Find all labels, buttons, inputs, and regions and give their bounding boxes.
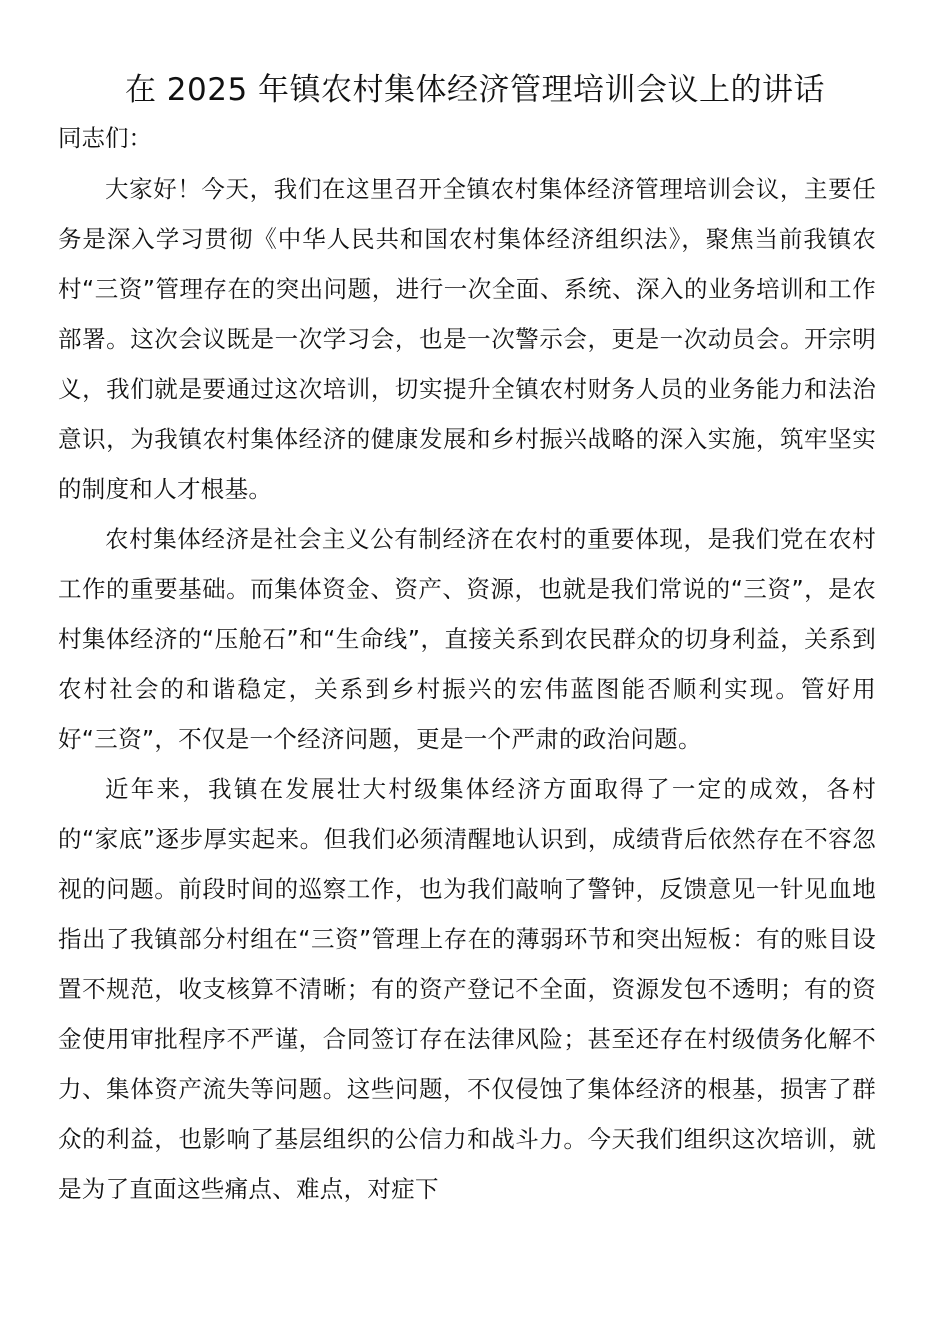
paragraph-1: 大家好！今天，我们在这里召开全镇农村集体经济管理培训会议，主要任务是深入学习贯彻《中华人民共和国农村集体经济组织法》，聚焦当前我镇农村“三资”管理存在的突出问题，进行一次全面、系统、深入的业务培训和工作部署。这次会议既是一次学习会，也是一次警示会，更是一次动员会。开宗明义，我们就是要通过这次培训，切实提升全镇农村财务人员的业务能力和法治意识，为我镇农村集体经济的健康发展和乡村振兴战略的深入实施，筑牢坚实的制度和人才根基。 <box>58 175 876 503</box>
document-body <box>58 164 876 1214</box>
document-title: 在 2025 年镇农村集体经济管理培训会议上的讲话 <box>124 72 826 108</box>
greeting: 同志们： <box>58 124 152 152</box>
paragraph-2: 农村集体经济是社会主义公有制经济在农村的重要体现，是我们党在农村工作的重要基础。而集体资金、资产、资源，也就是我们常说的“三资”，是农村集体经济的“压舱石”和“生命线”，直接关系到农民群众的切身利益，关系到农村社会的和谐稳定，关系到乡村振兴的宏伟蓝图能否顺利实现。管好用好“三资”，不仅是一个经济问题，更是一个严肃的政治问题。 <box>58 525 876 753</box>
paragraph-3: 近年来，我镇在发展壮大村级集体经济方面取得了一定的成效，各村的“家底”逐步厚实起来。但我们必须清醒地认识到，成绩背后依然存在不容忽视的问题。前段时间的巡察工作，也为我们敲响了警钟，反馈意见一针见血地指出了我镇部分村组在“三资”管理上存在的薄弱环节和突出短板：有的账目设置不规范，收支核算不清晰；有的资产登记不全面，资源发包不透明；有的资金使用审批程序不严谨，合同签订存在法律风险；甚至还存在村级债务化解不力、集体资产流失等问题。这些问题，不仅侵蚀了集体经济的根基，损害了群众的利益，也影响了基层组织的公信力和战斗力。今天我们组织这次培训，就是为了直面这些痛点、难点，对症下 <box>58 775 876 1203</box>
